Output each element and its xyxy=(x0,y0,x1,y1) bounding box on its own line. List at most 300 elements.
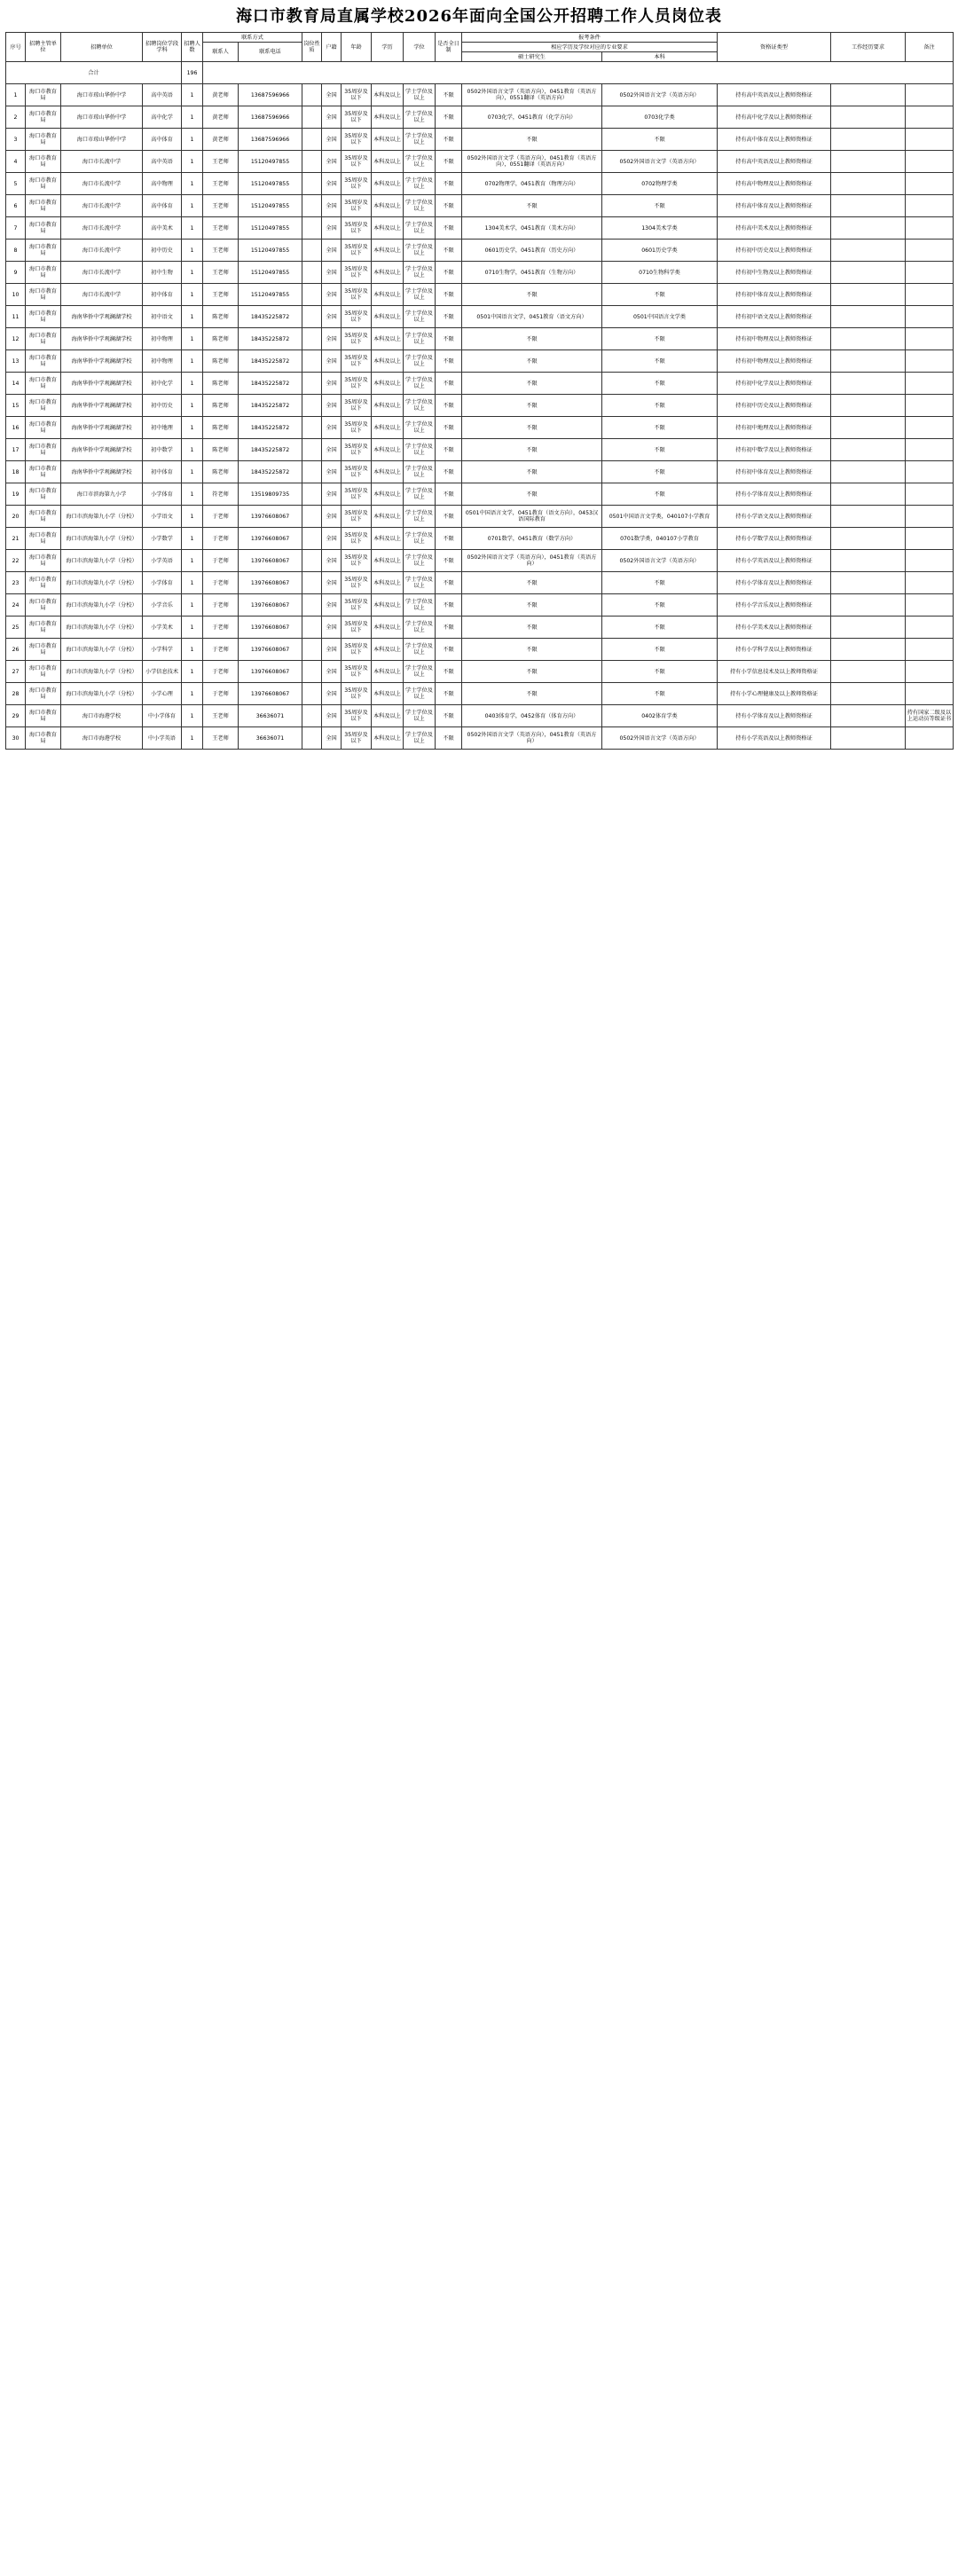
cell-work xyxy=(831,639,906,661)
cell-seq: 30 xyxy=(6,727,26,750)
cell-unit: 海口市教育局 xyxy=(26,439,61,461)
cell-age: 35周岁及以下 xyxy=(342,173,372,195)
cell-bachelor: 不限 xyxy=(602,195,718,217)
cell-bachelor: 0501中国语言文学类 xyxy=(602,306,718,328)
cell-age: 35周岁及以下 xyxy=(342,240,372,262)
cell-phone: 18435225872 xyxy=(239,350,302,373)
cell-nature xyxy=(302,395,322,417)
cell-bachelor: 0701数学类，040107小学教育 xyxy=(602,528,718,550)
cell-work xyxy=(831,106,906,129)
cell-edu: 本科及以上 xyxy=(372,417,404,439)
cell-unit: 海口市教育局 xyxy=(26,417,61,439)
cell-cert: 持有高中英语及以上教师资格证 xyxy=(718,84,831,106)
cell-master: 0703化学，0451教育（化学方向） xyxy=(462,106,602,129)
cell-count: 1 xyxy=(182,506,203,528)
table-row xyxy=(6,195,954,217)
cell-school: 海口市长流中学 xyxy=(61,195,143,217)
cell-remark: 持有国家二级及以上运动员等级证书 xyxy=(906,705,954,727)
cell-nature xyxy=(302,262,322,284)
cell-post: 小学语文 xyxy=(143,506,182,528)
cell-nature xyxy=(302,373,322,395)
cell-unit: 海口市教育局 xyxy=(26,617,61,639)
cell-unit: 海口市教育局 xyxy=(26,506,61,528)
cell-master: 0501中国语言文学，0451教育（语文方向） xyxy=(462,306,602,328)
header-fulltime: 是否全日制 xyxy=(436,33,462,62)
cell-bachelor: 不限 xyxy=(602,683,718,705)
cell-master: 0710生物学，0451教育（生物方向） xyxy=(462,262,602,284)
cell-cert: 持有小学体育及以上教师资格证 xyxy=(718,705,831,727)
cell-work xyxy=(831,506,906,528)
cell-seq: 18 xyxy=(6,461,26,483)
table-row xyxy=(6,373,954,395)
cell-person: 于老师 xyxy=(203,572,239,594)
cell-count: 1 xyxy=(182,217,203,240)
cell-remark xyxy=(906,173,954,195)
cell-nature xyxy=(302,705,322,727)
cell-age: 35周岁及以下 xyxy=(342,84,372,106)
cell-count: 1 xyxy=(182,84,203,106)
cell-degree: 学士学位及以上 xyxy=(404,129,436,151)
cell-school: 海口市滨海第九小学（分校） xyxy=(61,594,143,617)
cell-work xyxy=(831,328,906,350)
cell-master: 0502外国语言文学（英语方向），0451教育（英语方向） xyxy=(462,727,602,750)
cell-phone: 13687596966 xyxy=(239,129,302,151)
cell-work xyxy=(831,572,906,594)
cell-remark xyxy=(906,262,954,284)
cell-master: 不限 xyxy=(462,461,602,483)
cell-person: 王老师 xyxy=(203,195,239,217)
cell-post: 初中地理 xyxy=(143,417,182,439)
cell-seq: 12 xyxy=(6,328,26,350)
cell-post: 高中体育 xyxy=(143,129,182,151)
cell-age: 35周岁及以下 xyxy=(342,439,372,461)
cell-master: 不限 xyxy=(462,417,602,439)
cell-unit: 海口市教育局 xyxy=(26,195,61,217)
cell-cert: 持有小学体育及以上教师资格证 xyxy=(718,483,831,506)
cell-seq: 15 xyxy=(6,395,26,417)
cell-unit: 海口市教育局 xyxy=(26,550,61,572)
cell-degree: 学士学位及以上 xyxy=(404,617,436,639)
cell-edu: 本科及以上 xyxy=(372,639,404,661)
cell-bachelor: 不限 xyxy=(602,639,718,661)
cell-bachelor: 0502外国语言文学（英语方向） xyxy=(602,151,718,173)
cell-hukou: 全国 xyxy=(322,439,342,461)
cell-edu: 本科及以上 xyxy=(372,506,404,528)
cell-remark xyxy=(906,417,954,439)
cell-school: 海口市海港学校 xyxy=(61,727,143,750)
cell-count: 1 xyxy=(182,173,203,195)
header-seq: 序号 xyxy=(6,33,26,62)
cell-school: 海南华侨中学观澜湖学校 xyxy=(61,395,143,417)
cell-school: 海南华侨中学观澜湖学校 xyxy=(61,461,143,483)
cell-edu: 本科及以上 xyxy=(372,106,404,129)
cell-unit: 海口市教育局 xyxy=(26,639,61,661)
cell-person: 王老师 xyxy=(203,151,239,173)
cell-hukou: 全国 xyxy=(322,395,342,417)
table-row xyxy=(6,439,954,461)
cell-hukou: 全国 xyxy=(322,727,342,750)
cell-ft: 不限 xyxy=(436,594,462,617)
cell-edu: 本科及以上 xyxy=(372,284,404,306)
cell-school: 海口市琼山华侨中学 xyxy=(61,84,143,106)
cell-remark xyxy=(906,240,954,262)
cell-post: 小学数学 xyxy=(143,528,182,550)
cell-post: 小学英语 xyxy=(143,550,182,572)
cell-nature xyxy=(302,84,322,106)
cell-work xyxy=(831,240,906,262)
cell-ft: 不限 xyxy=(436,106,462,129)
cell-nature xyxy=(302,528,322,550)
cell-phone: 18435225872 xyxy=(239,395,302,417)
cell-age: 35周岁及以下 xyxy=(342,461,372,483)
cell-count: 1 xyxy=(182,727,203,750)
cell-phone: 13976608067 xyxy=(239,550,302,572)
cell-seq: 5 xyxy=(6,173,26,195)
cell-unit: 海口市教育局 xyxy=(26,240,61,262)
cell-nature xyxy=(302,506,322,528)
cell-post: 初中体育 xyxy=(143,284,182,306)
cell-unit: 海口市教育局 xyxy=(26,129,61,151)
cell-unit: 海口市教育局 xyxy=(26,727,61,750)
cell-cert: 持有初中生物及以上教师资格证 xyxy=(718,262,831,284)
cell-remark xyxy=(906,727,954,750)
table-header xyxy=(6,33,954,62)
cell-edu: 本科及以上 xyxy=(372,727,404,750)
cell-master: 1304美术学，0451教育（美术方向） xyxy=(462,217,602,240)
cell-person: 王老师 xyxy=(203,217,239,240)
cell-hukou: 全国 xyxy=(322,350,342,373)
cell-work xyxy=(831,439,906,461)
table-row xyxy=(6,506,954,528)
cell-bachelor: 0502外国语言文学（英语方向） xyxy=(602,727,718,750)
cell-cert: 持有小学数学及以上教师资格证 xyxy=(718,528,831,550)
cell-school: 海口市琼山华侨中学 xyxy=(61,106,143,129)
cell-nature xyxy=(302,106,322,129)
cell-bachelor: 不限 xyxy=(602,617,718,639)
cell-person: 王老师 xyxy=(203,727,239,750)
cell-phone: 18435225872 xyxy=(239,373,302,395)
cell-phone: 36636071 xyxy=(239,705,302,727)
cell-degree: 学士学位及以上 xyxy=(404,84,436,106)
cell-person: 陈老师 xyxy=(203,417,239,439)
cell-post: 高中英语 xyxy=(143,151,182,173)
table-row xyxy=(6,661,954,683)
cell-degree: 学士学位及以上 xyxy=(404,373,436,395)
cell-ft: 不限 xyxy=(436,84,462,106)
total-count: 196 xyxy=(182,62,203,84)
table-row xyxy=(6,617,954,639)
cell-hukou: 全国 xyxy=(322,306,342,328)
cell-unit: 海口市教育局 xyxy=(26,461,61,483)
cell-phone: 13976608067 xyxy=(239,617,302,639)
cell-degree: 学士学位及以上 xyxy=(404,727,436,750)
cell-ft: 不限 xyxy=(436,195,462,217)
cell-edu: 本科及以上 xyxy=(372,151,404,173)
cell-cert: 持有小学美术及以上教师资格证 xyxy=(718,617,831,639)
cell-hukou: 全国 xyxy=(322,417,342,439)
cell-count: 1 xyxy=(182,350,203,373)
cell-hukou: 全国 xyxy=(322,683,342,705)
cell-ft: 不限 xyxy=(436,328,462,350)
cell-count: 1 xyxy=(182,417,203,439)
table-row xyxy=(6,84,954,106)
cell-work xyxy=(831,350,906,373)
cell-hukou: 全国 xyxy=(322,373,342,395)
cell-bachelor: 不限 xyxy=(602,129,718,151)
cell-post: 小学美术 xyxy=(143,617,182,639)
cell-person: 于老师 xyxy=(203,661,239,683)
cell-phone: 13976608067 xyxy=(239,572,302,594)
cell-age: 35周岁及以下 xyxy=(342,350,372,373)
table-row xyxy=(6,395,954,417)
cell-nature xyxy=(302,195,322,217)
table-row xyxy=(6,594,954,617)
cell-hukou: 全国 xyxy=(322,550,342,572)
table-row xyxy=(6,639,954,661)
cell-post: 初中历史 xyxy=(143,240,182,262)
cell-age: 35周岁及以下 xyxy=(342,262,372,284)
cell-edu: 本科及以上 xyxy=(372,439,404,461)
cell-age: 35周岁及以下 xyxy=(342,705,372,727)
cell-unit: 海口市教育局 xyxy=(26,705,61,727)
cell-seq: 21 xyxy=(6,528,26,550)
cell-remark xyxy=(906,129,954,151)
cell-person: 王老师 xyxy=(203,240,239,262)
cell-count: 1 xyxy=(182,594,203,617)
cell-bachelor: 不限 xyxy=(602,439,718,461)
cell-school: 海口市滨海第九小学（分校） xyxy=(61,528,143,550)
cell-unit: 海口市教育局 xyxy=(26,572,61,594)
cell-seq: 24 xyxy=(6,594,26,617)
cell-post: 初中化学 xyxy=(143,373,182,395)
cell-school: 海口市琼山华侨中学 xyxy=(61,129,143,151)
cell-count: 1 xyxy=(182,262,203,284)
cell-count: 1 xyxy=(182,106,203,129)
cell-phone: 18435225872 xyxy=(239,306,302,328)
cell-phone: 13976608067 xyxy=(239,506,302,528)
cell-bachelor: 不限 xyxy=(602,417,718,439)
header-major-group: 报考条件 xyxy=(462,33,718,43)
cell-ft: 不限 xyxy=(436,284,462,306)
header-contact: 联系方式 xyxy=(203,33,302,43)
cell-count: 1 xyxy=(182,328,203,350)
cell-person: 王老师 xyxy=(203,173,239,195)
cell-seq: 26 xyxy=(6,639,26,661)
cell-unit: 海口市教育局 xyxy=(26,350,61,373)
cell-ft: 不限 xyxy=(436,683,462,705)
cell-age: 35周岁及以下 xyxy=(342,217,372,240)
cell-nature xyxy=(302,417,322,439)
cell-degree: 学士学位及以上 xyxy=(404,306,436,328)
header-edu: 学历 xyxy=(372,33,404,62)
cell-unit: 海口市教育局 xyxy=(26,594,61,617)
cell-remark xyxy=(906,395,954,417)
cell-bachelor: 0502外国语言文学（英语方向） xyxy=(602,550,718,572)
cell-work xyxy=(831,84,906,106)
cell-seq: 17 xyxy=(6,439,26,461)
cell-master: 0501中国语言文学，0451教育（语文方向），0453汉语国际教育 xyxy=(462,506,602,528)
cell-school: 海口市滨海第九小学（分校） xyxy=(61,683,143,705)
cell-ft: 不限 xyxy=(436,461,462,483)
cell-ft: 不限 xyxy=(436,483,462,506)
cell-cert: 持有小学英语及以上教师资格证 xyxy=(718,550,831,572)
cell-age: 35周岁及以下 xyxy=(342,528,372,550)
cell-degree: 学士学位及以上 xyxy=(404,439,436,461)
table-row xyxy=(6,528,954,550)
cell-school: 海南华侨中学观澜湖学校 xyxy=(61,328,143,350)
header-nature: 岗位性质 xyxy=(302,33,322,62)
cell-seq: 2 xyxy=(6,106,26,129)
cell-phone: 13687596966 xyxy=(239,106,302,129)
cell-edu: 本科及以上 xyxy=(372,705,404,727)
cell-person: 陈老师 xyxy=(203,306,239,328)
cell-school: 海口市滨海第九小学 xyxy=(61,483,143,506)
cell-edu: 本科及以上 xyxy=(372,350,404,373)
cell-post: 初中历史 xyxy=(143,395,182,417)
cell-school: 海口市滨海第九小学（分校） xyxy=(61,661,143,683)
cell-bachelor: 0601历史学类 xyxy=(602,240,718,262)
cell-phone: 13687596966 xyxy=(239,84,302,106)
cell-degree: 学士学位及以上 xyxy=(404,195,436,217)
cell-nature xyxy=(302,439,322,461)
cell-remark xyxy=(906,350,954,373)
cell-age: 35周岁及以下 xyxy=(342,639,372,661)
cell-count: 1 xyxy=(182,617,203,639)
cell-degree: 学士学位及以上 xyxy=(404,284,436,306)
cell-master: 不限 xyxy=(462,639,602,661)
cell-ft: 不限 xyxy=(436,727,462,750)
cell-ft: 不限 xyxy=(436,528,462,550)
cell-seq: 22 xyxy=(6,550,26,572)
cell-school: 海口市长流中学 xyxy=(61,217,143,240)
cell-hukou: 全国 xyxy=(322,217,342,240)
cell-work xyxy=(831,461,906,483)
cell-edu: 本科及以上 xyxy=(372,173,404,195)
cell-edu: 本科及以上 xyxy=(372,129,404,151)
cell-phone: 15120497855 xyxy=(239,151,302,173)
table-row xyxy=(6,217,954,240)
cell-seq: 13 xyxy=(6,350,26,373)
cell-degree: 学士学位及以上 xyxy=(404,262,436,284)
cell-work xyxy=(831,217,906,240)
cell-nature xyxy=(302,129,322,151)
cell-age: 35周岁及以下 xyxy=(342,617,372,639)
cell-unit: 海口市教育局 xyxy=(26,373,61,395)
cell-edu: 本科及以上 xyxy=(372,217,404,240)
cell-post: 中小学体育 xyxy=(143,705,182,727)
cell-unit: 海口市教育局 xyxy=(26,106,61,129)
job-table xyxy=(5,32,954,750)
cell-degree: 学士学位及以上 xyxy=(404,483,436,506)
header-master: 硕士研究生 xyxy=(462,52,602,62)
cell-remark xyxy=(906,84,954,106)
cell-hukou: 全国 xyxy=(322,262,342,284)
cell-school: 海南华侨中学观澜湖学校 xyxy=(61,439,143,461)
cell-seq: 10 xyxy=(6,284,26,306)
cell-post: 高中化学 xyxy=(143,106,182,129)
cell-age: 35周岁及以下 xyxy=(342,373,372,395)
cell-cert: 持有高中化学及以上教师资格证 xyxy=(718,106,831,129)
cell-cert: 持有初中地理及以上教师资格证 xyxy=(718,417,831,439)
cell-remark xyxy=(906,483,954,506)
cell-hukou: 全国 xyxy=(322,639,342,661)
cell-person: 符老师 xyxy=(203,483,239,506)
cell-seq: 3 xyxy=(6,129,26,151)
cell-ft: 不限 xyxy=(436,705,462,727)
cell-master: 不限 xyxy=(462,350,602,373)
cell-ft: 不限 xyxy=(436,350,462,373)
table-row xyxy=(6,306,954,328)
cell-cert: 持有初中物理及以上教师资格证 xyxy=(718,328,831,350)
cell-seq: 23 xyxy=(6,572,26,594)
cell-edu: 本科及以上 xyxy=(372,594,404,617)
cell-master: 不限 xyxy=(462,617,602,639)
cell-phone: 13519809735 xyxy=(239,483,302,506)
cell-hukou: 全国 xyxy=(322,506,342,528)
cell-master: 不限 xyxy=(462,373,602,395)
cell-phone: 18435225872 xyxy=(239,417,302,439)
cell-work xyxy=(831,550,906,572)
table-row xyxy=(6,727,954,750)
cell-master: 不限 xyxy=(462,328,602,350)
table-row xyxy=(6,572,954,594)
cell-person: 黄老师 xyxy=(203,106,239,129)
cell-person: 王老师 xyxy=(203,705,239,727)
cell-count: 1 xyxy=(182,483,203,506)
cell-school: 海南华侨中学观澜湖学校 xyxy=(61,306,143,328)
cell-post: 小学信息技术 xyxy=(143,661,182,683)
cell-school: 海口市长流中学 xyxy=(61,151,143,173)
total-label: 合计 xyxy=(6,62,182,84)
cell-remark xyxy=(906,461,954,483)
cell-degree: 学士学位及以上 xyxy=(404,328,436,350)
cell-nature xyxy=(302,306,322,328)
cell-phone: 36636071 xyxy=(239,727,302,750)
cell-count: 1 xyxy=(182,683,203,705)
cell-degree: 学士学位及以上 xyxy=(404,705,436,727)
cell-ft: 不限 xyxy=(436,217,462,240)
cell-phone: 15120497855 xyxy=(239,195,302,217)
table-row xyxy=(6,683,954,705)
page-title: 海口市教育局直属学校2026年面向全国公开招聘工作人员岗位表 xyxy=(235,7,723,26)
table-row xyxy=(6,129,954,151)
cell-age: 35周岁及以下 xyxy=(342,106,372,129)
cell-count: 1 xyxy=(182,439,203,461)
cell-seq: 19 xyxy=(6,483,26,506)
cell-nature xyxy=(302,639,322,661)
cell-bachelor: 不限 xyxy=(602,461,718,483)
cell-seq: 11 xyxy=(6,306,26,328)
cell-count: 1 xyxy=(182,284,203,306)
cell-phone: 15120497855 xyxy=(239,217,302,240)
cell-person: 于老师 xyxy=(203,528,239,550)
cell-work xyxy=(831,727,906,750)
cell-cert: 持有高中体育及以上教师资格证 xyxy=(718,129,831,151)
cell-bachelor: 0502外国语言文学（英语方向） xyxy=(602,84,718,106)
cell-edu: 本科及以上 xyxy=(372,306,404,328)
cell-bachelor: 不限 xyxy=(602,594,718,617)
cell-ft: 不限 xyxy=(436,129,462,151)
cell-age: 35周岁及以下 xyxy=(342,306,372,328)
cell-ft: 不限 xyxy=(436,240,462,262)
table-row xyxy=(6,262,954,284)
cell-phone: 13976608067 xyxy=(239,639,302,661)
table-row xyxy=(6,483,954,506)
cell-bachelor: 不限 xyxy=(602,373,718,395)
cell-age: 35周岁及以下 xyxy=(342,328,372,350)
cell-post: 初中语文 xyxy=(143,306,182,328)
cell-age: 35周岁及以下 xyxy=(342,395,372,417)
